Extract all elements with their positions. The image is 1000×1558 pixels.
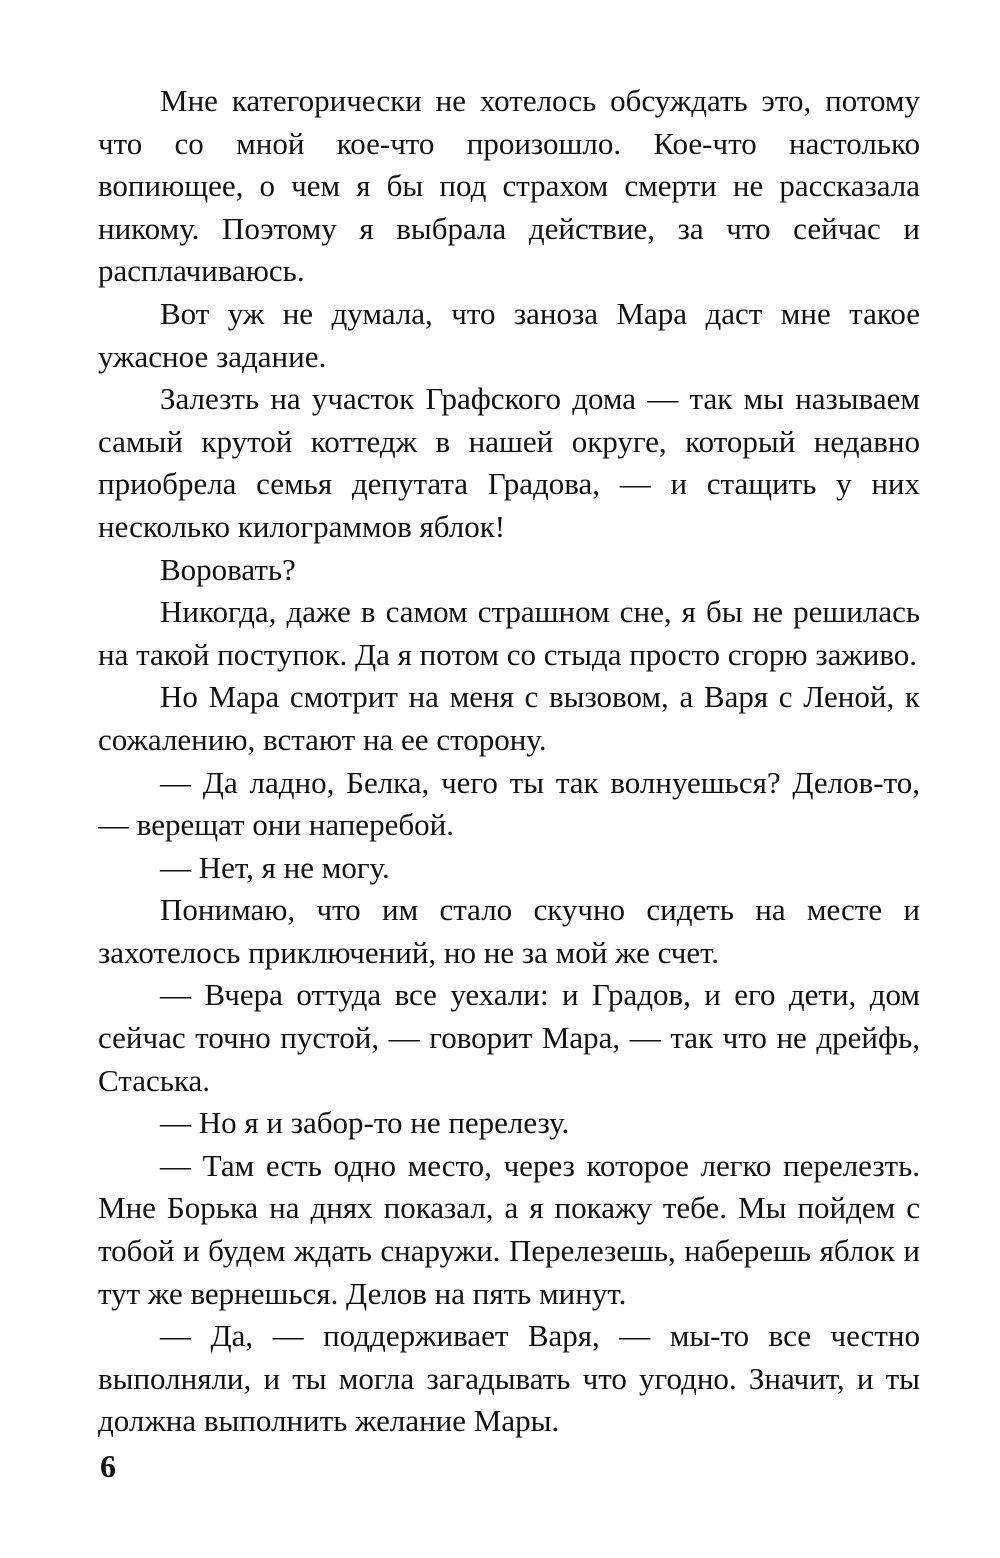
paragraph: Мне категорически не хотелось обсуждать это, потому что со мной кое-что произошло. Кое-что настолько вопиющее, о чем я бы под страхом смерти не рассказала никому. Поэтому я выбрала действие, за что сейчас и расплачиваюсь. (98, 83, 920, 289)
page-number: 6 (100, 1448, 116, 1484)
paragraph: — Вчера оттуда все уехали: и Градов, и его дети, дом сейчас точно пустой, — говорит Мара, — так что не дрейфь, Стаська. (98, 977, 920, 1098)
paragraph: — Да, — поддерживает Варя, — мы-то все честно выполняли, и ты могла загадывать что угодно. Значит, и ты должна выполнить желание Мары. (98, 1318, 920, 1439)
paragraph: Вот уж не думала, что заноза Мара даст мне такое ужасное задание. (98, 295, 920, 374)
paragraph: Никогда, даже в самом страшном сне, я бы не решилась на такой поступок. Да я потом со стыда просто сгорю заживо. (98, 594, 920, 672)
body-text (98, 80, 920, 1443)
paragraph: Воровать? (160, 551, 296, 587)
paragraph: — Там есть одно место, через которое легко перелезть. Мне Борька на днях показал, а я покажу тебе. Мы пойдем с тобой и будем ждать снаружи. Перелезешь, наберешь яблок и тут же вернешься. Делов на пять минут. (98, 1147, 920, 1311)
paragraph: Залезть на участок Графского дома — так мы называем самый крутой коттедж в нашей округе, который недавно приобрела семья депутата Градова, — и стащить у них несколько килограммов яблок! (98, 381, 920, 544)
paragraph: Но Мара смотрит на меня с вызовом, а Варя с Леной, к сожалению, встают на ее сторону. (98, 679, 920, 757)
paragraph: — Да ладно, Белка, чего ты так волнуешься? Делов-то, — верещат они наперебой. (98, 764, 920, 843)
paragraph: — Нет, я не могу. (160, 849, 390, 885)
paragraph: Понимаю, что им стало скучно сидеть на месте и захотелось приключений, но не за мой же счет. (98, 892, 920, 970)
paragraph: — Но я и забор-то не перелезу. (160, 1105, 570, 1141)
